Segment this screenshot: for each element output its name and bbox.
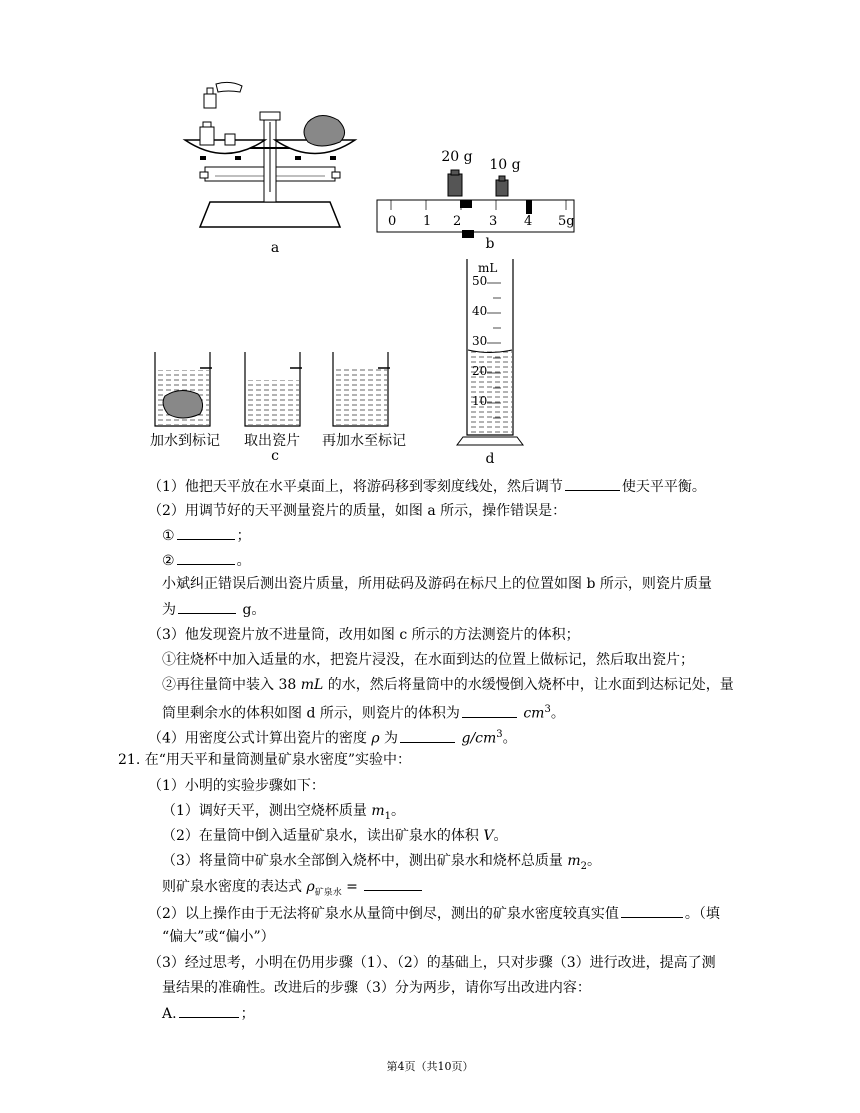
text: 。（填 (684, 906, 720, 922)
weight-10g-label: 10 g (489, 157, 521, 173)
beaker-label-1: 加水到标记 (150, 433, 220, 449)
text: （1）调好天平，测出空烧杯质量 (162, 803, 372, 819)
cylinder-unit: mL (478, 261, 498, 275)
value: 38 (278, 677, 297, 693)
subscript: 2 (580, 860, 588, 872)
figure-a-caption: a (270, 240, 280, 256)
figure-c-beakers (150, 348, 420, 430)
text: （2）在量筒中倒入适量矿泉水，读出矿泉水的体积 (162, 828, 484, 844)
text: 。 (587, 853, 602, 869)
tick-label: 1 (423, 214, 432, 229)
text: ① (162, 528, 175, 544)
text: （2）以上操作由于无法将矿泉水从量筒中倒尽，测出的矿泉水密度较真实值 (148, 906, 619, 922)
step-1 (162, 801, 405, 827)
text: = (341, 879, 358, 895)
answer-blank[interactable] (177, 550, 235, 565)
text: 筒里剩余水的体积如图 d 所示，则瓷片的体积为 (162, 705, 460, 722)
text: g。 (238, 602, 266, 618)
tick-label: 40 (472, 304, 488, 318)
figure-d-caption: d (485, 451, 495, 467)
tick-label: 10 (472, 394, 488, 408)
question-3-step-1: ①往烧杯中加入适量的水，把瓷片浸没，在水面到达的位置上做标记，然后取出瓷片； (162, 652, 694, 668)
page-footer: 第4页（共10页） (386, 1060, 474, 1073)
text: 。 (502, 730, 517, 747)
tick-label: 50 (472, 274, 488, 288)
step-2 (162, 826, 507, 846)
question-2-item-1 (162, 525, 251, 546)
text: （4）用密度公式计算出瓷片的密度 (148, 730, 372, 747)
text: 的水，然后将量筒中的水缓慢倒入烧杯中，让水面到达标记处，量 (323, 677, 734, 693)
variable: m (567, 853, 581, 869)
answer-blank[interactable] (177, 525, 235, 540)
answer-blank[interactable] (565, 476, 620, 491)
tick-label: 2 (453, 214, 462, 229)
question-2-item-2 (162, 550, 251, 571)
question-21-3: （3）经过思考，小明在仍用步骤（1）、（2）的基础上，只对步骤（3）进行改进，提高了测 (148, 955, 716, 971)
variable: m (371, 803, 385, 819)
tick-label: 0 (388, 214, 397, 229)
tick-label: 20 (472, 364, 488, 378)
text: （3）将量筒中矿泉水全部倒入烧杯中，测出矿泉水和烧杯总质量 (162, 853, 568, 869)
text: 。 (391, 803, 406, 819)
question-21-2-hint: “偏大”或“偏小”） (162, 929, 275, 945)
answer-blank[interactable] (179, 1003, 239, 1018)
unit: cm (523, 705, 545, 722)
tick-label: 4 (524, 214, 533, 229)
text: ； (236, 528, 251, 544)
text: ② (162, 553, 175, 569)
unit-exponent: 3 (544, 704, 551, 715)
question-1 (148, 476, 706, 497)
text: 为 (162, 602, 176, 618)
symbol: ρ (371, 730, 380, 747)
text: ②再往量筒中装入 (162, 677, 279, 693)
question-3-step-2 (162, 675, 734, 695)
answer-blank[interactable] (364, 876, 422, 891)
question-3: （3）他发现瓷片放不进量筒，改用如图 c 所示的方法测瓷片的体积； (148, 627, 580, 643)
question-21-2 (148, 903, 720, 924)
beaker-label-2: 取出瓷片 (244, 433, 300, 449)
step-3 (162, 851, 601, 877)
unit: g/cm (461, 730, 497, 747)
density-expression (162, 876, 424, 903)
beaker-label-3: 再加水至标记 (322, 433, 406, 449)
question-21-1: （1）小明的实验步骤如下： (148, 778, 325, 794)
variable: V (483, 828, 494, 844)
unit-exponent: 3 (496, 729, 503, 740)
answer-blank[interactable] (462, 703, 517, 718)
symbol: ρ (306, 879, 315, 895)
text: 。 (550, 705, 565, 722)
text: ； (240, 1006, 255, 1022)
question-21-3b: 量结果的准确性。改进后的步骤（3）分为两步，请你写出改进内容： (162, 980, 591, 996)
question-4 (148, 725, 517, 749)
subscript: 矿泉水 (314, 887, 342, 898)
question-2-mass (162, 599, 265, 620)
question-21-A (162, 1003, 255, 1024)
question-21: 21. 在“用天平和量筒测量矿泉水密度”实验中： (118, 752, 412, 768)
figure-a-balance (180, 72, 360, 232)
question-2: （2）用调节好的天平测量瓷片的质量，如图 a 所示，操作错误是： (148, 503, 567, 519)
text: 为 (379, 730, 399, 747)
question-2-correction: 小斌纠正错误后测出瓷片质量，所用砝码及游码在标尺上的位置如图 b 所示，则瓷片质量 (162, 576, 712, 592)
unit: mL (300, 677, 324, 693)
figure-b-ticks (383, 214, 583, 232)
text: 。 (236, 553, 251, 569)
figure-b-caption: b (485, 236, 495, 252)
text: 则矿泉水密度的表达式 (162, 879, 307, 895)
text: 使天平平衡。 (621, 479, 706, 495)
text: A. (162, 1006, 177, 1022)
cylinder-ticks (472, 272, 502, 432)
question-3-step-2b (162, 700, 565, 724)
tick-label: 30 (472, 334, 488, 348)
answer-blank[interactable] (178, 599, 236, 614)
tick-label: 3 (489, 214, 498, 229)
text: （1）他把天平放在水平桌面上，将游码移到零刻度线处，然后调节 (148, 479, 563, 495)
text: 。 (493, 828, 508, 844)
answer-blank[interactable] (400, 728, 455, 743)
answer-blank[interactable] (621, 903, 683, 918)
figure-c-caption: c (271, 448, 279, 464)
weight-20g-label: 20 g (441, 149, 473, 165)
subscript: 1 (384, 810, 392, 822)
tick-label: 5g (558, 214, 575, 229)
